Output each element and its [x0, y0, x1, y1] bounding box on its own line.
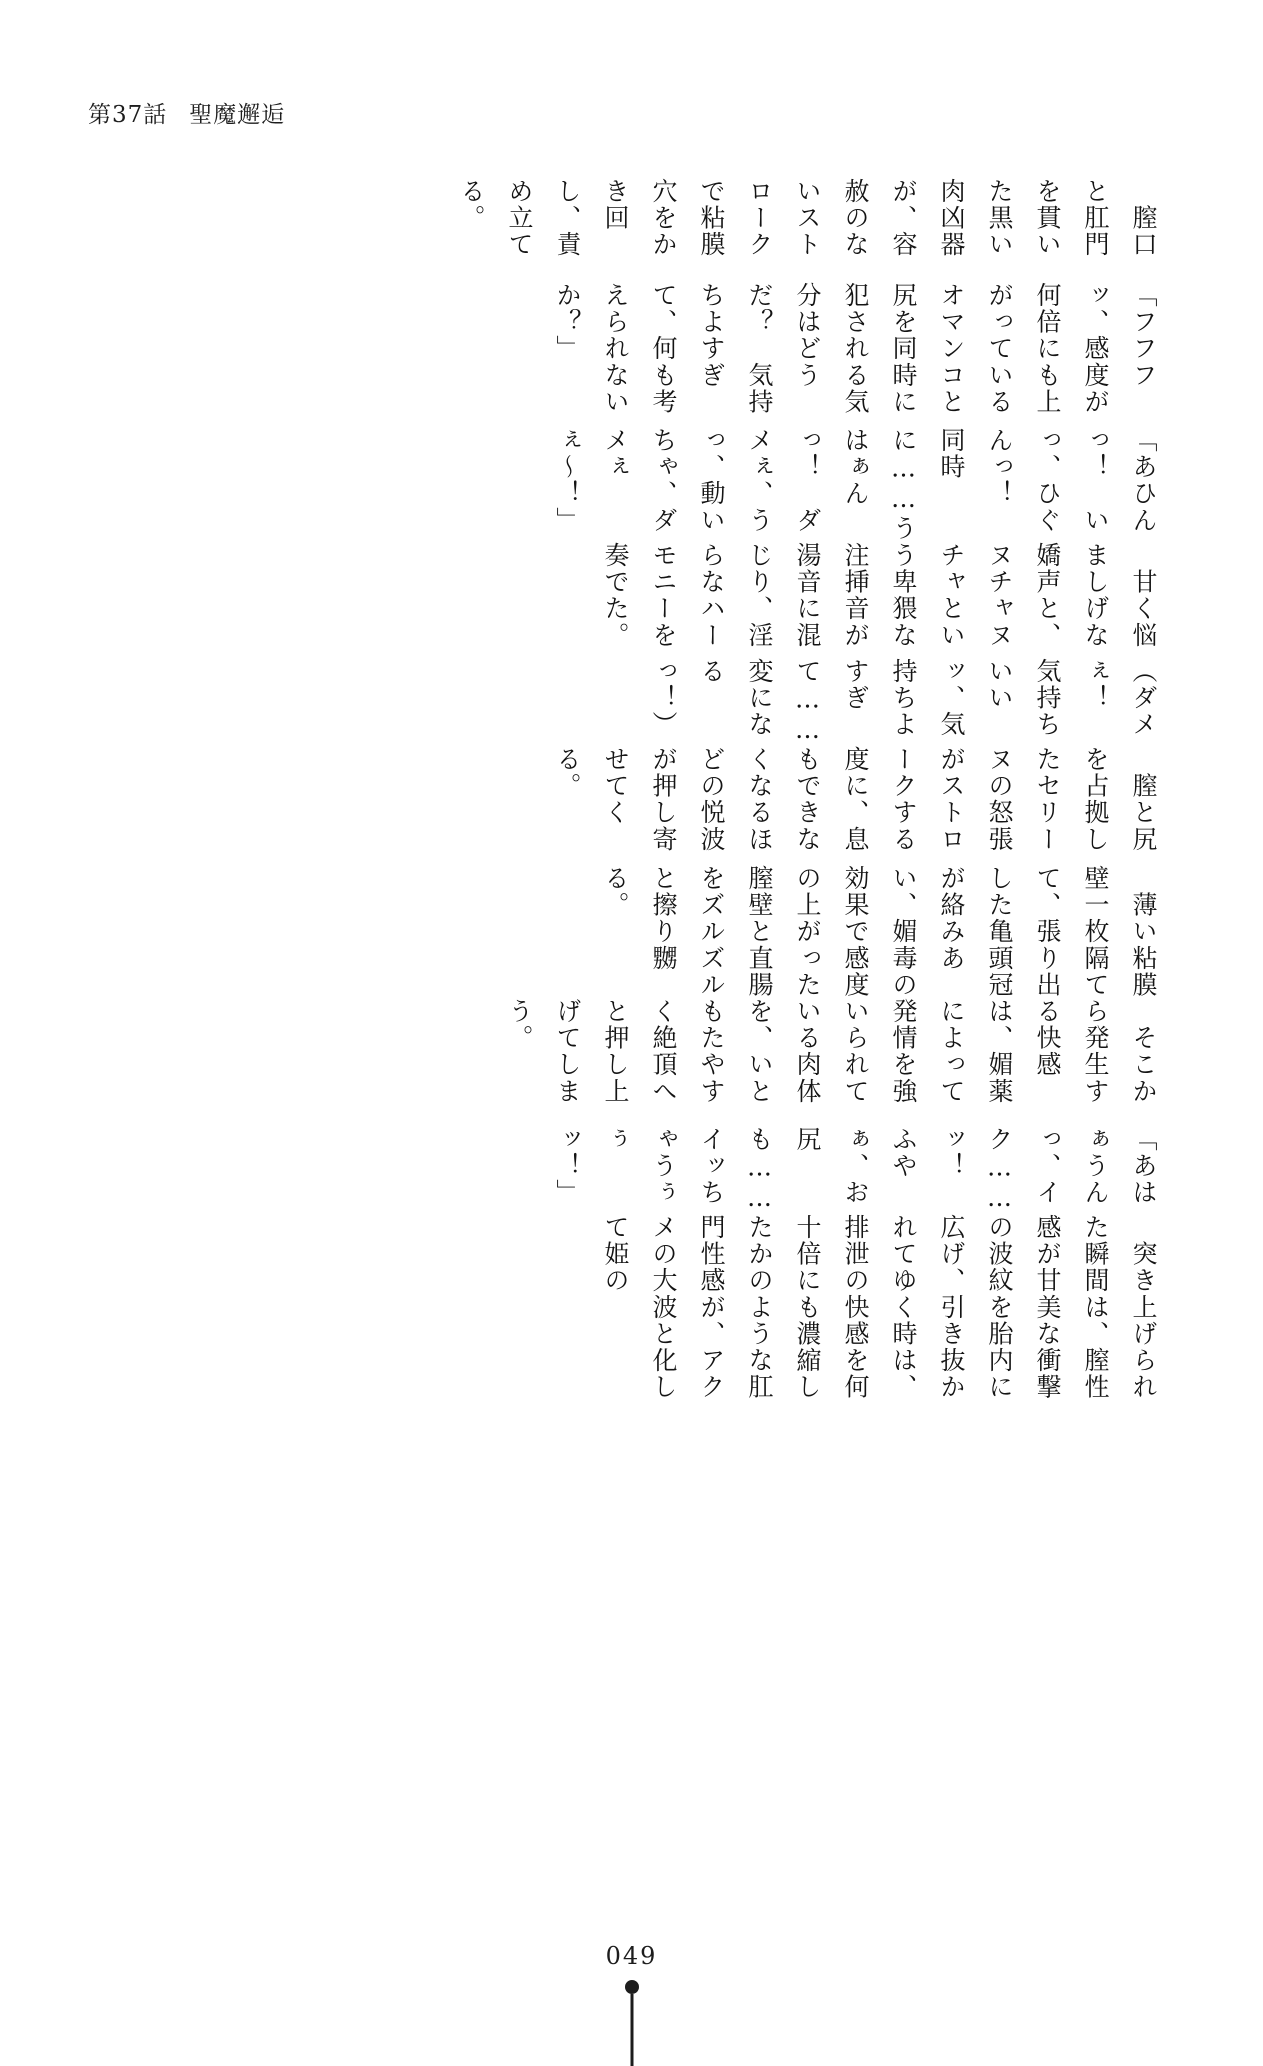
paragraph: 「あはぁうんっ、イク……ッ！ ふやぁ、お尻も……イッちゃうぅぅッ！」 — [553, 1126, 1158, 1215]
folio-rule-ornament — [630, 1994, 633, 2066]
body-text — [167, 178, 1167, 1408]
paragraph: 薄い粘膜壁一枚隔てて、張り出した亀頭冠が絡みあい、媚毒の効果で感度の上がった膣壁と直腸をズルズルと擦り嬲る。 — [601, 864, 1158, 998]
paragraph: 突き上げられた瞬間は、膣性感が甘美な衝撃の波紋を胎内に広げ、引き抜かれてゆく時は、排泄の快感を何十倍にも濃縮したかのような肛門性感が、アクメの大波と化して姫の — [601, 1214, 1158, 1401]
paragraph: 膣口と肛門を貫いた黒い肉凶器が、容赦のないストロークで粘膜穴をかき回し、責め立てる。 — [457, 178, 1158, 258]
chapter-number: 第37話 — [88, 102, 168, 128]
page-number: 049 — [605, 1942, 658, 1970]
paragraph: そこから発生する快感は、媚薬によって発情を強いられている肉体を、いともたやすく絶頂へと押し上げてしまう。 — [505, 998, 1158, 1105]
paragraph: （ダメぇ！ 気持ちいいッ、気持ちよすぎて……変になるっ！） — [649, 658, 1158, 747]
folio-dot-ornament — [625, 1980, 639, 1994]
paragraph: 「フフフッ、感度が何倍にも上がっているオマンコと尻を同時に犯される気分はどうだ？ 気持ちよすぎて、何も考えられないか？」 — [553, 282, 1158, 416]
paragraph: 「あひんっ！ いっ、ひぐんっ！ 同時に……うはぁんっ！ ダメぇ、うっ、動いちゃ、ダメぇぇ〜！」 — [553, 427, 1158, 542]
running-header — [88, 96, 285, 129]
paragraph: 甘く悩ましげな嬌声と、ヌチャヌチャという卑猥な注挿音が湯音に混じり、淫らなハーモニーを奏でた。 — [601, 542, 1158, 649]
paragraph: 膣と尻を占拠したセリーヌの怒張がストロークする度に、息もできなくなるほどの悦波が押し寄せてくる。 — [553, 746, 1158, 853]
chapter-title: 聖魔邂逅 — [189, 102, 286, 128]
